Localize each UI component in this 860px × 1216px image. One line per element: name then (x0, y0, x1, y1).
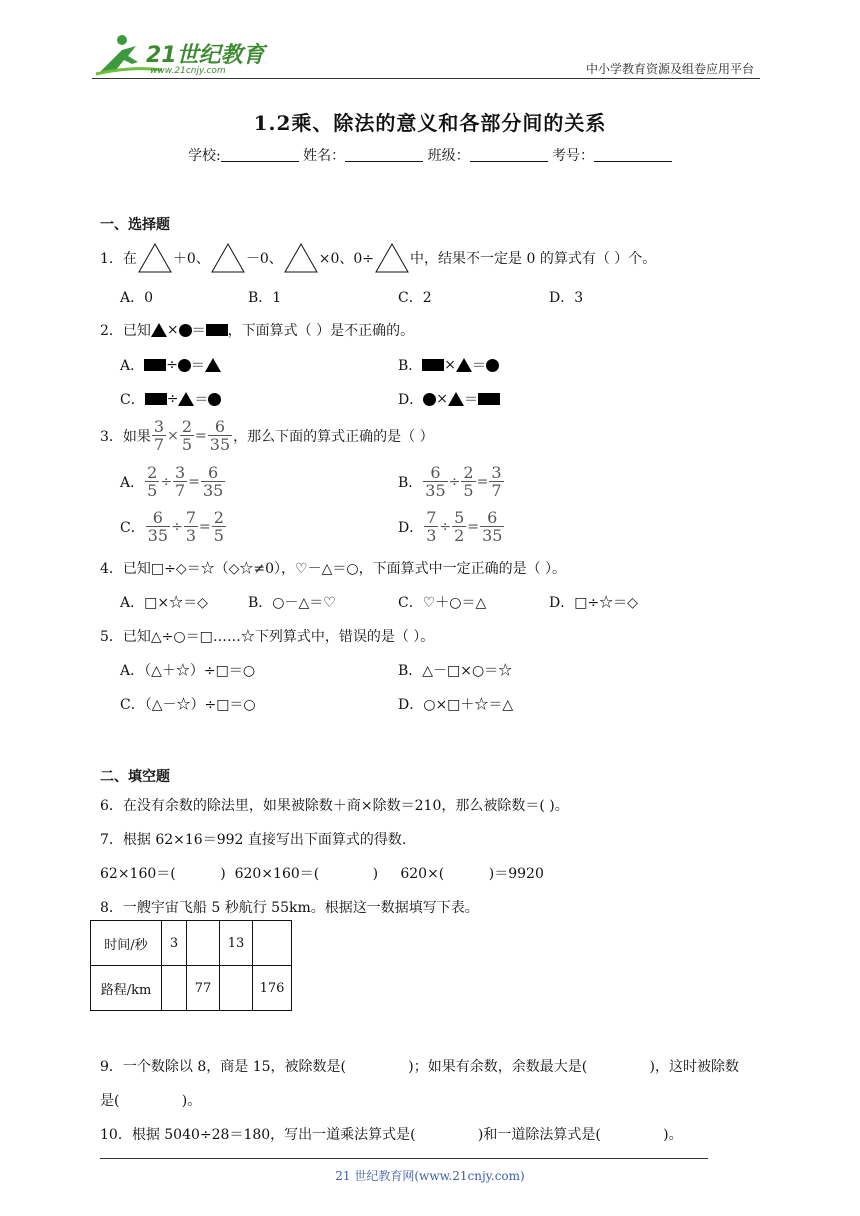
fraction: $\frac{6}{35}$ (482, 508, 503, 545)
fraction: $\frac{7}{3}$ (185, 508, 196, 545)
student-info-line (0, 145, 860, 165)
q2-option-a[interactable]: A． ÷ ＝ (120, 355, 221, 375)
q7-blanks-line: 62×160＝( ) 620×160＝( ) 620×( )＝9920 (100, 866, 544, 882)
q1-part1: ＋0、 (172, 251, 210, 267)
black-triangle-icon (456, 358, 472, 372)
fraction: $\frac{2}{5}$ (181, 417, 193, 454)
q1-suffix: 中，结果不一定是 0 的算式有（ ）个。 (410, 251, 657, 267)
question-5: 5．已知△÷○＝□……☆下列算式中，错误的是（ ）。 (100, 629, 435, 645)
triangle-icon (374, 242, 410, 274)
table-cell: 时间/秒 (91, 921, 162, 966)
name-blank[interactable] (345, 147, 423, 162)
q2-option-b[interactable]: B． × ＝ (398, 355, 499, 375)
table-row (91, 966, 292, 1011)
question-7: 7．根据 62×16＝992 直接写出下面算式的得数. (100, 832, 407, 848)
footer-link[interactable]: 21 世纪教育网(www.21cnjy.com) (335, 1169, 525, 1183)
table-cell[interactable] (187, 921, 220, 966)
q4-option-d[interactable]: D．□÷☆＝◇ (549, 595, 638, 611)
logo-text: 21世纪教育 (146, 43, 265, 68)
class-label: 班级： (427, 148, 470, 164)
fraction: $\frac{6}{35}$ (202, 463, 224, 500)
question-10: 10．根据 5040÷28＝180，写出一道乘法算式是( )和一道除法算式是( )。 (100, 1127, 683, 1143)
table-cell[interactable] (253, 921, 292, 966)
q1-option-a[interactable]: A．0 (120, 290, 154, 306)
fraction: $\frac{2}{5}$ (147, 463, 158, 500)
q4-option-a[interactable]: A．□×☆＝◇ (120, 595, 208, 611)
q3-prefix: 3．如果 (100, 429, 151, 445)
black-rectangle-icon (422, 359, 444, 371)
exam-no-label: 考号： (552, 148, 595, 164)
q2-d-label: D． (398, 392, 424, 408)
black-circle-icon (423, 393, 436, 406)
q4-option-c[interactable]: C．♡＋○＝△ (398, 595, 487, 611)
q1-option-d[interactable]: D．3 (549, 290, 584, 306)
q2-a-label: A． (120, 358, 145, 374)
q3-d-label: D． (398, 520, 424, 536)
fraction: $\frac{2}{5}$ (463, 463, 474, 500)
q3-option-c[interactable]: C． $\frac{6}{35}$ ÷ $\frac{7}{3}$ = $\frac{2}{5}$ (120, 508, 224, 545)
fraction: $\frac{3}{7}$ (491, 463, 502, 500)
black-circle-icon (179, 324, 192, 337)
fraction: $\frac{3}{7}$ (153, 417, 165, 454)
table-cell[interactable] (162, 966, 187, 1011)
brand-slogan: 中小学教育资源及组卷应用平台 (585, 62, 754, 76)
question-9-line1: 9．一个数除以 8，商是 15，被除数是( )；如果有余数，余数最大是( )，这时被除数 (100, 1059, 739, 1075)
black-circle-icon (486, 359, 499, 372)
table-cell: 路程/km (91, 966, 162, 1011)
q2-suffix: ，下面算式（ ）是不正确的。 (227, 323, 415, 339)
table-cell: 13 (220, 921, 253, 966)
fraction: $\frac{5}{2}$ (454, 508, 465, 545)
exam-no-blank[interactable] (594, 147, 672, 162)
fraction: $\frac{2}{5}$ (213, 508, 224, 545)
question-8: 8．一艘宇宙飞船 5 秒航行 55km。根据这一数据填写下表。 (100, 900, 479, 916)
footer-divider (100, 1158, 708, 1159)
fraction: $\frac{7}{3}$ (426, 508, 437, 545)
section-fill-heading: 二、填空题 (100, 769, 170, 785)
black-triangle-icon (151, 323, 167, 337)
triangle-icon (210, 242, 246, 274)
q3-a-label: A． (120, 475, 145, 491)
page-title: 1.2乘、除法的意义和各部分间的关系 (253, 111, 607, 135)
q5-option-b[interactable]: B．△－□×○＝☆ (398, 663, 513, 679)
q1-option-c[interactable]: C．2 (398, 290, 432, 306)
black-circle-icon (208, 393, 221, 406)
table-cell[interactable] (220, 966, 253, 1011)
black-rectangle-icon (144, 359, 166, 371)
q1-part2: －0、 (245, 251, 283, 267)
q2-b-label: B． (398, 358, 423, 374)
q1-part3: ×0、0÷ (318, 251, 375, 267)
table-row (91, 921, 292, 966)
fraction: $\frac{6}{35}$ (425, 463, 446, 500)
q2-option-c[interactable]: C． ÷ ＝ (120, 389, 221, 409)
q3-option-b[interactable]: B． $\frac{6}{35}$ ÷ $\frac{2}{5}$ = $\frac{3}{7}$ (398, 463, 502, 500)
black-triangle-icon (205, 358, 221, 372)
class-blank[interactable] (470, 147, 548, 162)
table-cell: 176 (253, 966, 292, 1011)
school-label: 学校: (187, 148, 221, 164)
q3-option-d[interactable]: D． $\frac{7}{3}$ ÷ $\frac{5}{2}$ = $\frac{6}{35}$ (398, 508, 503, 545)
speed-table (90, 920, 292, 1011)
q5-option-c[interactable]: C．（△－☆）÷□＝○ (120, 697, 256, 713)
question-2: 2．已知 × ＝ ，下面算式（ ）是不正确的。 (100, 322, 415, 339)
fraction: $\frac{3}{7}$ (175, 463, 186, 500)
question-4: 4．已知□÷◇＝☆（◇☆≠0），♡－△＝○，下面算式中一定正确的是（ ）。 (100, 561, 567, 577)
black-rectangle-icon (478, 393, 500, 405)
section-choice-heading: 一、选择题 (100, 217, 170, 233)
triangle-icon (283, 242, 319, 274)
q1-prefix: 1．在 (100, 251, 137, 267)
q3-c-label: C． (120, 520, 145, 536)
triangle-icon (137, 242, 173, 274)
name-label: 姓名： (303, 148, 346, 164)
school-blank[interactable] (221, 147, 299, 162)
q2-c-label: C． (120, 392, 145, 408)
fraction: $\frac{6}{35}$ (147, 508, 169, 545)
black-circle-icon (178, 359, 191, 372)
q5-option-d[interactable]: D．○×□＋☆＝△ (398, 697, 514, 713)
fraction: $\frac{6}{35}$ (209, 417, 231, 454)
question-3: 3．如果 $\frac{3}{7}$ × $\frac{2}{5}$ = $\frac{6}{35}$ ，那么下面的算式正确的是（ ） (100, 417, 434, 454)
question-1 (100, 240, 656, 276)
black-triangle-icon (178, 392, 194, 406)
q4-option-b[interactable]: B．○－△＝♡ (248, 595, 336, 611)
q3-b-label: B． (398, 475, 423, 491)
q3-suffix: ，那么下面的算式正确的是（ ） (233, 429, 434, 445)
q1-option-b[interactable]: B．1 (248, 290, 282, 306)
header-divider (92, 78, 760, 79)
table-cell: 77 (187, 966, 220, 1011)
q2-prefix: 2．已知 (100, 323, 151, 339)
q2-option-d[interactable]: D． × ＝ (398, 389, 500, 409)
q3-option-a[interactable]: A． $\frac{2}{5}$ ÷ $\frac{3}{7}$ = $\frac{6}{35}$ (120, 463, 224, 500)
question-6: 6．在没有余数的除法里，如果被除数＋商×除数＝210，那么被除数＝( )。 (100, 798, 569, 814)
q5-option-a[interactable]: A．（△＋☆）÷□＝○ (120, 663, 256, 679)
black-rectangle-icon (206, 324, 228, 336)
black-triangle-icon (448, 392, 464, 406)
question-9-line2: 是( )。 (100, 1093, 202, 1109)
black-rectangle-icon (145, 393, 167, 405)
table-cell: 3 (162, 921, 187, 966)
logo-url: www.21cnjy.com (150, 66, 226, 76)
